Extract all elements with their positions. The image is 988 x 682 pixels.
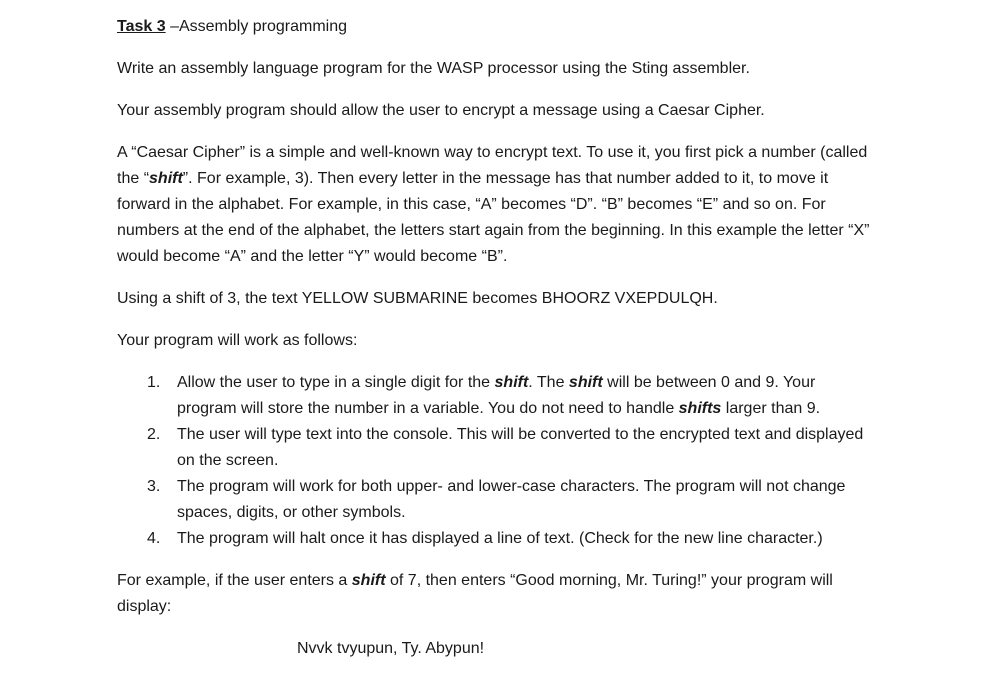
works-as-heading: Your program will work as follows: (117, 332, 358, 349)
list-text: Allow the user to type in a single digit for the (177, 374, 495, 391)
intro-paragraph-2: Your assembly program should allow the user to encrypt a message using a Caesar Cipher. (117, 102, 765, 119)
intro-paragraph-1: Write an assembly language program for the WASP processor using the Sting assembler. (117, 60, 750, 77)
task-number: Task 3 (117, 18, 166, 35)
example-output: Nvvk tvyupun, Ty. Abypun! (297, 640, 485, 657)
shift-term: shift (149, 170, 183, 187)
list-number: 1. (147, 374, 161, 391)
shift-example: Using a shift of 3, the text YELLOW SUBMARINE becomes BHOORZ VXEPDULQH. (117, 290, 718, 307)
list-item (117, 422, 877, 474)
list-text: The program will work for both upper- and lower-case characters. The program will not change spaces, digits, or other symbols. (177, 478, 846, 521)
caesar-text-part-1: A “Caesar Cipher” is a simple and well-known way to encrypt text. To use it, you first pick a number (called the “ (117, 144, 868, 187)
caesar-text-part-2: ”. For example, 3). Then every letter in the message has that number added to it, to move it forward in the alphabet. For example, in this case, “A” becomes “D”. “B” becomes “E” and so on. For numbers at the end of the alphabet, the letters start again from the beginning. In this example the letter “X” would become “A” and the letter “Y” would become “B”. (117, 170, 870, 265)
list-item (117, 370, 877, 422)
shift-term: shift (494, 374, 529, 391)
list-text: . The (528, 374, 569, 391)
list-text: will be between 0 and 9. Your program will store the number in a variable. You do not need to handle (177, 374, 816, 417)
list-number: 2. (147, 426, 161, 443)
list-number: 3. (147, 478, 161, 495)
caesar-description (117, 140, 877, 270)
document-page (117, 14, 877, 662)
list-item (117, 474, 877, 526)
shift-term: shift (568, 374, 603, 391)
example-run-paragraph (117, 568, 877, 620)
task-heading (117, 14, 877, 40)
example-run-part-2: of 7, then enters “Good morning, Mr. Turing!” your program will display: (117, 572, 833, 615)
shift-term: shift (351, 572, 386, 589)
task-title: –Assembly programming (165, 18, 348, 35)
list-text: The user will type text into the console. This will be converted to the encrypted text and displayed on the screen. (177, 426, 864, 469)
list-item (117, 526, 877, 552)
list-text: larger than 9. (721, 400, 821, 417)
list-number: 4. (147, 530, 161, 547)
shift-term: shifts (678, 400, 722, 417)
example-run-part-1: For example, if the user enters a (117, 572, 352, 589)
requirements-list (117, 370, 877, 552)
list-text: The program will halt once it has displayed a line of text. (Check for the new line character.) (177, 530, 823, 547)
